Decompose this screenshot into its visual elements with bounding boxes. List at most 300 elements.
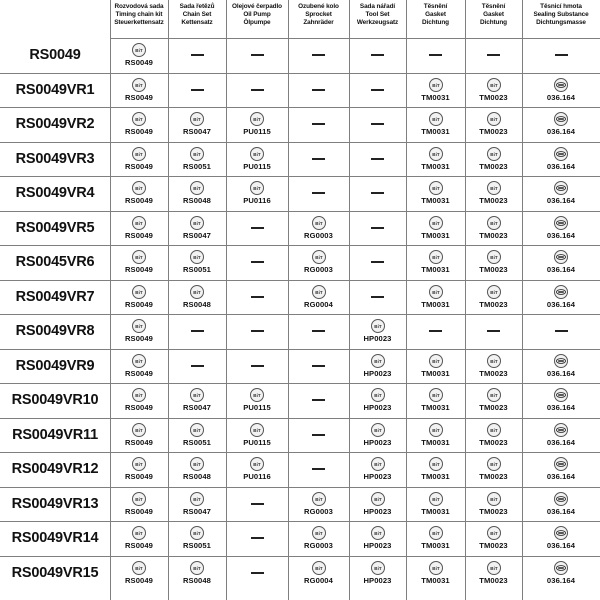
part-cell	[168, 176, 226, 211]
kit-name: RS0049VR13	[11, 495, 99, 512]
svg-text:BiT: BiT	[314, 255, 323, 261]
svg-text:BiT: BiT	[373, 531, 382, 537]
bit-icon	[429, 492, 443, 506]
part-code: PU0115	[243, 437, 271, 447]
not-applicable-dash	[312, 468, 325, 470]
svg-text:BiT: BiT	[489, 151, 498, 157]
part-code: HP0023	[363, 403, 392, 413]
bit-icon	[429, 78, 443, 92]
svg-text:BiT: BiT	[431, 220, 440, 226]
part-code: RS0051	[182, 265, 212, 275]
svg-text:BiT: BiT	[253, 117, 261, 123]
part-cell	[110, 176, 168, 211]
column-header-line: Tool Set	[365, 11, 390, 19]
part-cell	[226, 418, 288, 453]
svg-text:BiT: BiT	[253, 393, 261, 399]
part-cell	[406, 314, 465, 349]
part-code: HP0023	[363, 368, 392, 378]
not-applicable-dash	[251, 89, 264, 91]
bit-icon	[190, 285, 204, 299]
part-cell	[226, 73, 288, 108]
part-code: 036.164	[546, 403, 576, 413]
svg-text:BiT: BiT	[431, 289, 440, 295]
part-cell	[288, 349, 349, 384]
kit-name: RS0049VR7	[15, 288, 95, 305]
part-cell	[226, 487, 288, 522]
column-header	[168, 0, 226, 38]
column-header-line: Gasket	[425, 11, 446, 19]
bit-icon	[371, 526, 385, 540]
svg-text:BiT: BiT	[135, 151, 143, 157]
svg-text:BiT: BiT	[135, 255, 143, 261]
svg-text:BiT: BiT	[193, 462, 201, 468]
column-header-line: Ölpumpe	[243, 19, 271, 27]
column-header-line: Těsnění	[481, 3, 506, 10]
bit-icon	[429, 561, 443, 575]
part-code: 036.164	[546, 196, 576, 206]
bit-icon	[250, 181, 264, 195]
part-cell	[349, 418, 406, 453]
part-code: HP0023	[363, 541, 392, 551]
svg-text:BiT: BiT	[489, 358, 498, 364]
bit-icon	[429, 250, 443, 264]
bit-icon	[132, 457, 146, 471]
not-applicable-dash	[312, 158, 325, 160]
not-applicable-dash	[312, 89, 325, 91]
part-code: RS0048	[182, 299, 212, 309]
svg-text:BiT: BiT	[431, 255, 440, 261]
part-cell	[168, 487, 226, 522]
part-code: RS0049	[124, 575, 154, 585]
kit-name: RS0049VR9	[15, 357, 95, 374]
svg-text:BiT: BiT	[193, 220, 201, 226]
not-applicable-dash	[429, 330, 442, 332]
part-cell	[288, 142, 349, 177]
sealant-icon	[554, 181, 568, 195]
part-code: RG0003	[304, 541, 333, 551]
part-code: PU0115	[243, 127, 271, 137]
bit-icon	[250, 423, 264, 437]
part-cell	[406, 176, 465, 211]
not-applicable-dash	[191, 89, 204, 91]
kit-name: RS0049VR4	[15, 185, 95, 202]
part-cell	[349, 73, 406, 108]
part-code: RS0049	[124, 437, 154, 447]
part-code: RS0049	[124, 368, 154, 378]
part-code: TM0031	[421, 161, 450, 171]
part-cell	[349, 556, 406, 591]
part-cell	[465, 73, 522, 108]
part-code: RG0003	[304, 230, 333, 240]
bit-icon	[190, 181, 204, 195]
part-cell	[110, 38, 168, 73]
bit-icon	[429, 457, 443, 471]
part-code: PU0115	[243, 161, 271, 171]
column-header-line: Sealing Substance	[533, 11, 589, 19]
column-header-line: Sada řetězů	[179, 3, 215, 10]
svg-text:BiT: BiT	[431, 82, 440, 88]
part-code: RG0004	[304, 299, 333, 309]
bit-icon	[190, 388, 204, 402]
svg-text:BiT: BiT	[489, 255, 498, 261]
bit-icon	[487, 285, 501, 299]
part-cell	[168, 107, 226, 142]
column-header	[522, 0, 600, 38]
part-cell	[465, 418, 522, 453]
part-code: TM0031	[421, 541, 450, 551]
sealant-icon	[554, 492, 568, 506]
part-cell	[110, 556, 168, 591]
part-cell	[168, 211, 226, 246]
part-cell	[110, 452, 168, 487]
column-header-line: Chain Set	[182, 11, 212, 19]
part-code: RS0049	[124, 472, 154, 482]
part-cell	[288, 107, 349, 142]
kit-name: RS0049VR15	[11, 564, 99, 581]
column-header	[110, 0, 168, 38]
part-cell	[349, 314, 406, 349]
kit-name: RS0049VR12	[11, 461, 99, 478]
not-applicable-dash	[487, 330, 500, 332]
not-applicable-dash	[191, 330, 204, 332]
bit-icon	[371, 354, 385, 368]
column-header-line: Dichtung	[480, 19, 507, 27]
bit-icon	[371, 423, 385, 437]
bit-icon	[132, 216, 146, 230]
not-applicable-dash	[251, 330, 264, 332]
svg-text:BiT: BiT	[431, 186, 440, 192]
not-applicable-dash	[251, 227, 264, 229]
part-code: PU0116	[243, 472, 271, 482]
part-cell	[110, 521, 168, 556]
part-cell	[522, 176, 600, 211]
part-code: 036.164	[546, 265, 576, 275]
bit-icon	[250, 388, 264, 402]
part-cell	[406, 383, 465, 418]
svg-text:BiT: BiT	[373, 358, 382, 364]
part-cell	[226, 107, 288, 142]
bit-icon	[132, 354, 146, 368]
svg-text:BiT: BiT	[193, 186, 201, 192]
bit-icon	[132, 78, 146, 92]
bit-icon	[250, 147, 264, 161]
svg-text:BiT: BiT	[373, 462, 382, 468]
part-cell	[288, 280, 349, 315]
bit-icon	[132, 319, 146, 333]
part-code: HP0023	[363, 506, 392, 516]
part-cell	[349, 487, 406, 522]
part-cell	[522, 556, 600, 591]
part-cell	[349, 452, 406, 487]
part-cell	[110, 142, 168, 177]
part-cell	[406, 556, 465, 591]
not-applicable-dash	[312, 54, 325, 56]
column-header-line: Těsnicí hmota	[540, 3, 582, 10]
sealant-icon	[554, 78, 568, 92]
part-code: RS0047	[182, 230, 212, 240]
part-code: RS0047	[182, 127, 212, 137]
part-code: PU0115	[243, 403, 271, 413]
part-cell	[110, 349, 168, 384]
part-cell	[168, 418, 226, 453]
column-header-line: Ozubené kolo	[298, 3, 339, 10]
svg-text:BiT: BiT	[135, 358, 143, 364]
bit-icon	[132, 181, 146, 195]
part-code: 036.164	[546, 127, 576, 137]
part-cell	[522, 280, 600, 315]
part-cell	[226, 349, 288, 384]
part-cell	[406, 211, 465, 246]
bit-icon	[429, 216, 443, 230]
svg-text:BiT: BiT	[431, 531, 440, 537]
part-cell	[168, 38, 226, 73]
part-cell	[406, 38, 465, 73]
bit-icon	[132, 250, 146, 264]
part-cell	[226, 452, 288, 487]
part-code: RS0049	[124, 196, 154, 206]
part-cell	[465, 211, 522, 246]
part-code: 036.164	[546, 506, 576, 516]
part-code: TM0023	[479, 541, 508, 551]
sealant-icon	[554, 457, 568, 471]
part-code: TM0023	[479, 368, 508, 378]
sealant-icon	[554, 526, 568, 540]
part-code: TM0023	[479, 127, 508, 137]
part-code: 036.164	[546, 472, 576, 482]
part-code: TM0031	[421, 92, 450, 102]
part-cell	[110, 314, 168, 349]
svg-text:BiT: BiT	[314, 220, 323, 226]
not-applicable-dash	[312, 399, 325, 401]
bit-icon	[132, 492, 146, 506]
part-cell	[226, 556, 288, 591]
not-applicable-dash	[555, 54, 568, 56]
part-cell	[168, 556, 226, 591]
sealant-icon	[554, 388, 568, 402]
bit-icon	[132, 112, 146, 126]
bit-icon	[371, 561, 385, 575]
part-code: RS0049	[124, 230, 154, 240]
part-cell	[465, 38, 522, 73]
svg-text:BiT: BiT	[193, 255, 201, 261]
kit-name: RS0049VR5	[15, 219, 95, 236]
not-applicable-dash	[251, 261, 264, 263]
part-cell	[168, 349, 226, 384]
part-cell	[465, 176, 522, 211]
part-cell	[226, 280, 288, 315]
part-code: RS0047	[182, 506, 212, 516]
part-cell	[522, 245, 600, 280]
part-cell	[465, 280, 522, 315]
part-cell	[288, 487, 349, 522]
column-header-line: Gasket	[483, 11, 504, 19]
svg-text:BiT: BiT	[253, 151, 261, 157]
bit-icon	[250, 457, 264, 471]
bit-icon	[487, 147, 501, 161]
bit-icon	[190, 423, 204, 437]
not-applicable-dash	[251, 503, 264, 505]
sealant-icon	[554, 216, 568, 230]
part-cell	[226, 383, 288, 418]
not-applicable-dash	[371, 261, 384, 263]
bit-icon	[312, 285, 326, 299]
bit-icon	[487, 181, 501, 195]
svg-text:BiT: BiT	[431, 358, 440, 364]
part-cell	[522, 73, 600, 108]
not-applicable-dash	[371, 227, 384, 229]
svg-text:BiT: BiT	[373, 565, 382, 571]
not-applicable-dash	[251, 54, 264, 56]
sealant-icon	[554, 250, 568, 264]
part-cell	[110, 211, 168, 246]
svg-text:BiT: BiT	[193, 531, 201, 537]
part-cell	[465, 521, 522, 556]
svg-text:BiT: BiT	[314, 496, 323, 502]
svg-text:BiT: BiT	[135, 82, 143, 88]
bit-icon	[312, 492, 326, 506]
part-code: HP0023	[363, 472, 392, 482]
kit-name: RS0049VR11	[12, 426, 98, 443]
part-code: TM0031	[421, 265, 450, 275]
column-header	[226, 0, 288, 38]
bit-icon	[429, 354, 443, 368]
part-cell	[522, 383, 600, 418]
column-header-line: Timing chain kit	[115, 11, 163, 19]
part-code: RS0048	[182, 196, 212, 206]
svg-text:BiT: BiT	[135, 565, 143, 571]
svg-text:BiT: BiT	[135, 220, 143, 226]
part-code: TM0023	[479, 230, 508, 240]
part-code: TM0031	[421, 506, 450, 516]
not-applicable-dash	[429, 54, 442, 56]
part-code: TM0023	[479, 437, 508, 447]
bit-icon	[487, 78, 501, 92]
bit-icon	[487, 388, 501, 402]
svg-text:BiT: BiT	[489, 289, 498, 295]
part-cell	[349, 349, 406, 384]
part-cell	[168, 314, 226, 349]
bit-icon	[190, 492, 204, 506]
column-header-line: Kettensatz	[181, 19, 213, 27]
bit-icon	[371, 319, 385, 333]
bit-icon	[429, 181, 443, 195]
column-header-line: Sada nářadí	[359, 3, 396, 10]
part-code: TM0031	[421, 196, 450, 206]
svg-text:BiT: BiT	[135, 324, 143, 330]
part-code: RG0004	[304, 575, 333, 585]
svg-text:BiT: BiT	[314, 289, 323, 295]
bit-icon	[250, 112, 264, 126]
part-cell	[406, 418, 465, 453]
part-cell	[349, 521, 406, 556]
svg-text:BiT: BiT	[135, 117, 143, 123]
part-cell	[406, 452, 465, 487]
not-applicable-dash	[371, 123, 384, 125]
part-code: TM0031	[421, 230, 450, 240]
sealant-icon	[554, 423, 568, 437]
column-header-line: Dichtung	[422, 19, 449, 27]
bit-icon	[132, 147, 146, 161]
part-cell	[168, 245, 226, 280]
part-code: 036.164	[546, 299, 576, 309]
part-cell	[349, 245, 406, 280]
part-code: RS0049	[124, 127, 154, 137]
part-code: RS0051	[182, 161, 212, 171]
part-cell	[168, 452, 226, 487]
bit-icon	[312, 250, 326, 264]
svg-text:BiT: BiT	[431, 496, 440, 502]
svg-text:BiT: BiT	[431, 151, 440, 157]
part-cell	[406, 73, 465, 108]
part-cell	[522, 38, 600, 73]
kit-name: RS0049VR10	[11, 392, 99, 409]
part-cell	[522, 418, 600, 453]
part-cell	[465, 349, 522, 384]
bit-icon	[190, 216, 204, 230]
svg-text:BiT: BiT	[489, 117, 498, 123]
part-cell	[226, 521, 288, 556]
bit-icon	[429, 388, 443, 402]
kit-name: RS0049VR3	[15, 150, 95, 167]
not-applicable-dash	[371, 158, 384, 160]
part-code: TM0031	[421, 403, 450, 413]
bit-icon	[487, 423, 501, 437]
part-code: RS0049	[124, 541, 154, 551]
bit-icon	[190, 457, 204, 471]
part-cell	[406, 521, 465, 556]
svg-text:BiT: BiT	[373, 427, 382, 433]
column-header-line: Werkzeugsatz	[356, 19, 399, 27]
bit-icon	[487, 457, 501, 471]
part-code: TM0031	[421, 299, 450, 309]
column-header	[465, 0, 522, 38]
part-cell	[465, 314, 522, 349]
svg-text:BiT: BiT	[253, 427, 261, 433]
sealant-icon	[554, 147, 568, 161]
not-applicable-dash	[312, 123, 325, 125]
not-applicable-dash	[191, 365, 204, 367]
part-cell	[522, 142, 600, 177]
bit-icon	[132, 423, 146, 437]
part-cell	[110, 383, 168, 418]
svg-text:BiT: BiT	[489, 462, 498, 468]
bit-icon	[429, 526, 443, 540]
sealant-icon	[554, 112, 568, 126]
bit-icon	[487, 250, 501, 264]
part-cell	[522, 521, 600, 556]
column-header-line: Oil Pump	[243, 11, 271, 19]
part-cell	[522, 349, 600, 384]
part-code: TM0023	[479, 196, 508, 206]
part-cell	[168, 142, 226, 177]
bit-icon	[487, 216, 501, 230]
svg-text:BiT: BiT	[373, 496, 382, 502]
part-cell	[522, 107, 600, 142]
svg-text:BiT: BiT	[135, 393, 143, 399]
bit-icon	[132, 43, 146, 57]
part-code: 036.164	[546, 161, 576, 171]
bit-icon	[190, 147, 204, 161]
part-cell	[110, 245, 168, 280]
svg-text:BiT: BiT	[489, 393, 498, 399]
part-cell	[465, 107, 522, 142]
part-cell	[288, 245, 349, 280]
part-cell	[406, 487, 465, 522]
not-applicable-dash	[371, 296, 384, 298]
part-code: 036.164	[546, 368, 576, 378]
part-code: RS0049	[124, 334, 154, 344]
svg-text:BiT: BiT	[431, 565, 440, 571]
